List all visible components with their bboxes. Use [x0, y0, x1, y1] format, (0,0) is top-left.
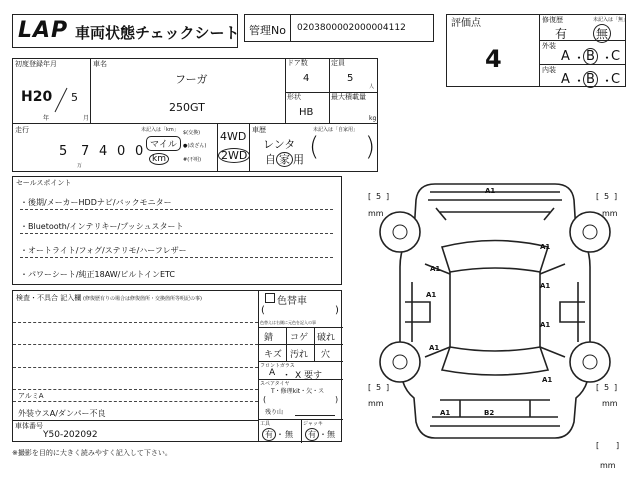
damage-right-rear-door: A1 [540, 321, 551, 329]
slash-divider [53, 87, 69, 113]
sales-point-item: ・Bluetooth/インテリキー/プッシュスタート [20, 222, 184, 231]
first-registration-label: 初度登録年月 [15, 60, 57, 68]
svg-text:[: [ [596, 192, 600, 201]
inspection-line-alumi: アルミA [18, 392, 44, 400]
sheet-title: 車両状態チェックシート [75, 24, 240, 42]
svg-text:]: ] [614, 192, 618, 201]
mileage-digit: 5 [59, 144, 68, 159]
drive-2wd-circled: 2WD [218, 148, 250, 163]
mileage-box: 走行 5 7 4 0 0 万 未記入は「km」 マイル km $(交換) ●(改ざん) #(不明) 4WD 2WD 車歴 未記入は「自家用」 レンタ 自 家 用 ( ) [12, 124, 378, 172]
car-damage-diagram [350, 172, 640, 472]
interior-grade-b-circled: B [583, 71, 598, 88]
tread-rear-left-mm: mm [368, 399, 384, 408]
damage-left-rear-door: A1 [426, 291, 437, 299]
car-model-name: フーガ [175, 73, 208, 86]
mark-scratch: キズ [264, 350, 282, 360]
capacity-label: 定員 [331, 59, 345, 67]
tread-front-right-mm: mm [602, 209, 618, 218]
repair-none-circled: 無 [593, 24, 611, 43]
doors-label: ドア数 [287, 59, 308, 67]
windshield-x: X 要す [295, 371, 323, 381]
vehicle-history-label: 車歴 [252, 126, 266, 134]
rear-window [442, 347, 548, 375]
svg-text:]: ] [386, 383, 390, 392]
tread-front-right-value: 5 [604, 192, 610, 201]
damage-left-front-door: A1 [430, 265, 441, 273]
management-number: 0203800002000004112 [297, 23, 406, 33]
doors-value: 4 [303, 73, 310, 84]
option-tamper: ●(改ざん) [183, 143, 207, 149]
tread-front-left-bracket: [ [368, 192, 372, 201]
mark-dirt: 汚れ [290, 350, 309, 360]
mark-scorch: コゲ [290, 333, 309, 343]
evaluation-box: 評価点 4 修復歴 未記入は「無」 有 無 外装 A ・ B ・ C 内装 A ・ B ・ C [446, 14, 626, 87]
unit-mile: マイル [146, 136, 181, 151]
shape-value: HB [299, 107, 314, 118]
inspection-line-exterior: 外装ウスA/ダンパー不良 [18, 409, 106, 418]
wheel-rear-right [570, 342, 610, 382]
mark-rust-circled: 錆 [264, 333, 274, 343]
jack-label: ジャッキ [303, 421, 323, 427]
wheel-front-right [570, 212, 610, 252]
interior-label: 内装 [542, 66, 556, 74]
capacity-value: 5 [347, 73, 354, 84]
shape-label: 形状 [287, 93, 301, 101]
unit-note: 未記入は「km」 [141, 127, 179, 133]
management-label: 管理No [249, 24, 286, 37]
sales-point-item: ・オートライト/フォグ/ステリモ/ハーフレザー [20, 246, 187, 255]
exterior-grade-c: C [611, 49, 621, 64]
chassis-number-label: 車体番号 [15, 422, 43, 430]
svg-text:[: [ [596, 383, 600, 392]
side-panel: 色替車 ( ) 色替えは右側に元色を記入の事 錆 コゲ 破れ キズ 汚れ 穴 フロントガラス A ・ X 要す スペアタイヤ T・修理kit・欠・ス ( ) 残り山 工具 有 ・ 無 ジャッキ 有 ・ 無 [259, 291, 343, 443]
vehicle-history-note: 未記入は「自家用」 [313, 127, 359, 133]
exterior-grade-a: A [561, 49, 570, 64]
jack-none: 無 [327, 430, 335, 439]
mark-tear: 破れ [317, 333, 336, 343]
tools-have-circled: 有 [262, 428, 276, 441]
svg-text:]: ] [616, 441, 620, 450]
max-load-label: 最大積載量 [331, 93, 366, 101]
exterior-label: 外装 [542, 42, 556, 50]
jack-have-circled: 有 [305, 428, 319, 441]
sales-point-item: ・後期/メーカーHDDナビ/バックモニター [20, 198, 172, 207]
windshield [442, 241, 551, 273]
logo-box [12, 14, 238, 48]
damage-right-front-door: A1 [540, 282, 551, 290]
repair-yes: 有 [555, 27, 568, 41]
wheel-front-left [380, 212, 420, 252]
tread-rear-right-value: 5 [604, 383, 610, 392]
tools-label: 工具 [260, 421, 271, 427]
registration-month: 5 [71, 91, 78, 104]
mileage-digit: 0 [135, 144, 144, 159]
history-private: 自 家 用 [265, 153, 304, 166]
interior-grade-a: A [561, 72, 570, 87]
sales-point-item: ・パワーシート/純正18AW/ビルトインETC [20, 270, 176, 279]
tools-none: 無 [285, 430, 293, 439]
evaluation-label: 評価点 [451, 18, 481, 29]
registration-era-year: H20 [21, 89, 53, 105]
mileage-digit: 4 [99, 144, 108, 159]
spare-tire-options: T・修理kit・欠・ス [271, 388, 325, 395]
mileage-digit: 0 [117, 144, 126, 159]
windshield-label: フロントガラス [260, 363, 295, 369]
damage-front-bumper: A1 [485, 187, 496, 195]
repair-history-note: 未記入は「無」 [593, 17, 629, 23]
option-unknown: #(不明) [183, 157, 202, 163]
footer-note: ※撮影を目的に大きく読みやすく記入して下さい。 [12, 449, 172, 457]
exterior-grade-b-circled: B [583, 48, 598, 65]
damage-rear-bumper: A1 [440, 409, 451, 417]
damage-rear-panel: B2 [484, 409, 495, 417]
svg-text:]: ] [614, 383, 618, 392]
history-private-circled: 家 [276, 152, 293, 167]
unit-km-circled: km [149, 153, 169, 165]
windshield-a: A [269, 368, 276, 378]
tread-rear-left-value: 5 [376, 383, 382, 392]
car-name-label: 車名 [93, 60, 107, 68]
wheel-rear-left [380, 342, 420, 382]
mileage-label: 走行 [15, 126, 29, 134]
paren-right: ) [365, 132, 376, 162]
svg-text:]: ] [386, 192, 390, 201]
management-box [244, 14, 434, 42]
interior-grade-c: C [611, 72, 621, 87]
chassis-number: Y50-202092 [43, 430, 98, 440]
tread-front-left-mm: mm [368, 209, 384, 218]
mileage-digit: 7 [81, 144, 90, 159]
svg-text:[: [ [596, 441, 600, 450]
damage-front-right-fender: A1 [540, 243, 551, 251]
drive-4wd: 4WD [220, 130, 247, 143]
history-rental: レンタ [263, 138, 296, 151]
color-change-checkbox [265, 293, 275, 303]
damage-right-rear-quarter: A1 [542, 376, 553, 384]
color-change-label: 色替車 [277, 296, 307, 307]
tread-remaining-label: 残り山 [265, 409, 284, 416]
inspection-box [12, 290, 342, 442]
tread-front-left-value: 5 [376, 192, 382, 201]
option-exchange: $(交換) [183, 130, 201, 136]
paren-left: ( [309, 132, 320, 162]
vehicle-info-box: 初度登録年月 H20 5 年 月 車名 フーガ 250GT ドア数 4 定員 5 人 形状 HB 最大積載量 kg [12, 58, 378, 124]
svg-text:[: [ [368, 383, 372, 392]
inspection-label: 検査・不具合 記入欄 [16, 294, 82, 302]
inspection-note: (修復歴有りの場合は修復箇所・交換箇所等明記の事) [83, 296, 202, 302]
tread-rear-right-mm: mm [602, 399, 618, 408]
evaluation-score: 4 [485, 45, 502, 73]
sales-points-label: セールスポイント [16, 179, 72, 187]
spare-tire-label: スペアタイヤ [260, 381, 290, 387]
mark-hole: 穴 [321, 350, 331, 360]
color-change-note: 色替えは右側に元色を記入の事 [260, 320, 316, 325]
tread-spare-mm: mm [600, 461, 616, 470]
repair-history-label: 修復歴 [542, 16, 563, 24]
lap-logo: LAP [18, 18, 69, 43]
sales-points-box [12, 176, 342, 285]
car-grade: 250GT [169, 101, 205, 114]
damage-left-rear-quarter: A1 [429, 344, 440, 352]
